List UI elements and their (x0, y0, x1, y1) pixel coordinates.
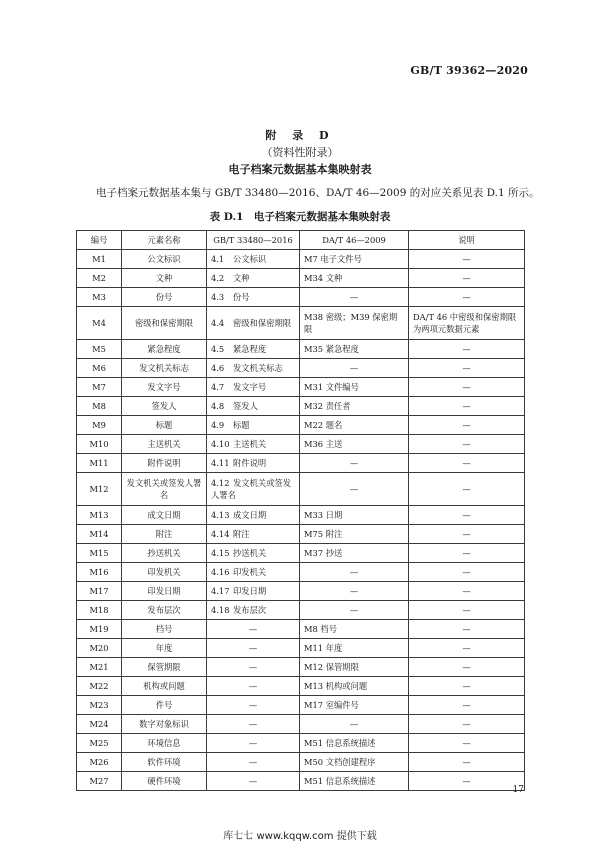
table-row (77, 250, 525, 269)
cell-da: M32 责任者 (300, 397, 409, 416)
header-name: 元素名称 (122, 231, 207, 250)
cell-da: — (300, 563, 409, 582)
gb-clause-title: 发文机关或签发人署名 (211, 478, 292, 500)
cell-da: M35 紧急程度 (300, 340, 409, 359)
gb-clause-title: 发文机关标志 (233, 363, 283, 373)
gb-clause-number: 4.6 (211, 363, 225, 373)
gb-clause-title: 抄送机关 (233, 548, 267, 558)
cell-da: M17 室编件号 (300, 696, 409, 715)
cell-code: M4 (77, 307, 122, 340)
cell-code: M13 (77, 506, 122, 525)
standard-number: GB/T 39362—2020 (410, 64, 528, 77)
cell-name: 签发人 (122, 397, 207, 416)
cell-code: M23 (77, 696, 122, 715)
gb-clause-number: 4.9 (211, 420, 225, 430)
gb-clause-title: 标题 (233, 420, 250, 430)
gb-clause-number: 4.18 (211, 605, 230, 615)
cell-gb (207, 416, 300, 435)
cell-name: 数字对象标识 (122, 715, 207, 734)
cell-code: M14 (77, 525, 122, 544)
cell-note: — (409, 506, 525, 525)
cell-gb: — (207, 620, 300, 639)
cell-code: M12 (77, 473, 122, 506)
cell-code: M1 (77, 250, 122, 269)
cell-code: M19 (77, 620, 122, 639)
cell-gb: — (207, 772, 300, 791)
gb-clause-title: 印发机关 (233, 567, 267, 577)
cell-code: M5 (77, 340, 122, 359)
table-header-row (77, 231, 525, 250)
cell-da: M7 电子文件号 (300, 250, 409, 269)
appendix-label: 附 录 D (265, 129, 335, 142)
gb-clause-number: 4.3 (211, 292, 225, 302)
cell-gb (207, 544, 300, 563)
cell-name: 保管期限 (122, 658, 207, 677)
gb-clause-title: 密级和保密期限 (233, 318, 292, 328)
gb-clause-number: 4.10 (211, 439, 230, 449)
cell-note: — (409, 269, 525, 288)
cell-code: M8 (77, 397, 122, 416)
cell-code: M27 (77, 772, 122, 791)
cell-name: 环境信息 (122, 734, 207, 753)
cell-name: 密级和保密期限 (122, 307, 207, 340)
cell-name: 公文标识 (122, 250, 207, 269)
cell-name: 附件说明 (122, 454, 207, 473)
cell-note: DA/T 46 中密级和保密期限为两项元数据元素 (409, 307, 525, 340)
cell-note: — (409, 378, 525, 397)
table-row (77, 506, 525, 525)
cell-code: M2 (77, 269, 122, 288)
gb-clause-title: 主送机关 (233, 439, 267, 449)
cell-code: M3 (77, 288, 122, 307)
cell-name: 印发机关 (122, 563, 207, 582)
appendix-title: 电子档案元数据基本集映射表 (228, 163, 372, 176)
table-row (77, 677, 525, 696)
gb-clause-number: 4.8 (211, 401, 225, 411)
table-row (77, 359, 525, 378)
cell-gb: — (207, 658, 300, 677)
cell-da: M37 抄送 (300, 544, 409, 563)
table-row (77, 582, 525, 601)
gb-clause-title: 成文日期 (233, 510, 267, 520)
cell-code: M26 (77, 753, 122, 772)
cell-gb (207, 378, 300, 397)
cell-name: 成文日期 (122, 506, 207, 525)
intro-paragraph: 电子档案元数据基本集与 GB/T 33480—2016、DA/T 46—2009 的对应关系见表 D.1 所示。 (96, 187, 540, 199)
cell-code: M15 (77, 544, 122, 563)
cell-da: M36 主送 (300, 435, 409, 454)
cell-note: — (409, 696, 525, 715)
cell-da: M51 信息系统描述 (300, 772, 409, 791)
cell-code: M6 (77, 359, 122, 378)
footer-watermark: 库七七 www.kqqw.com 提供下载 (223, 831, 377, 842)
gb-clause-number: 4.13 (211, 510, 230, 520)
table-row (77, 658, 525, 677)
header-code: 编号 (77, 231, 122, 250)
table-row (77, 435, 525, 454)
cell-code: M20 (77, 639, 122, 658)
table-row (77, 525, 525, 544)
cell-gb (207, 435, 300, 454)
cell-name: 档号 (122, 620, 207, 639)
cell-name: 发文字号 (122, 378, 207, 397)
cell-code: M24 (77, 715, 122, 734)
cell-da: — (300, 473, 409, 506)
table-caption: 表 D.1 电子档案元数据基本集映射表 (209, 211, 391, 223)
table-row (77, 734, 525, 753)
gb-clause-title: 发布层次 (233, 605, 267, 615)
cell-gb (207, 454, 300, 473)
cell-name: 抄送机关 (122, 544, 207, 563)
cell-name: 发文机关或签发人署名 (122, 473, 207, 506)
cell-gb: — (207, 715, 300, 734)
gb-clause-number: 4.4 (211, 318, 225, 328)
cell-gb (207, 506, 300, 525)
gb-clause-number: 4.16 (211, 567, 230, 577)
cell-gb (207, 288, 300, 307)
cell-name: 发文机关标志 (122, 359, 207, 378)
cell-note: — (409, 677, 525, 696)
cell-gb (207, 582, 300, 601)
table-row (77, 563, 525, 582)
table-row (77, 753, 525, 772)
table-row (77, 601, 525, 620)
cell-note: — (409, 563, 525, 582)
cell-name: 年度 (122, 639, 207, 658)
cell-note: — (409, 416, 525, 435)
cell-gb (207, 601, 300, 620)
gb-clause-title: 附件说明 (233, 458, 267, 468)
cell-da: M13 机构或问题 (300, 677, 409, 696)
gb-clause-title: 附注 (233, 529, 250, 539)
page-number: 17 (512, 785, 524, 795)
cell-note: — (409, 359, 525, 378)
cell-gb: — (207, 639, 300, 658)
cell-note: — (409, 582, 525, 601)
gb-clause-number: 4.14 (211, 529, 230, 539)
cell-name: 主送机关 (122, 435, 207, 454)
cell-da: M11 年度 (300, 639, 409, 658)
cell-da: M12 保管期限 (300, 658, 409, 677)
gb-clause-number: 4.17 (211, 586, 230, 596)
cell-gb: — (207, 753, 300, 772)
table-body (77, 250, 525, 791)
cell-gb (207, 397, 300, 416)
cell-da: — (300, 715, 409, 734)
table-row (77, 378, 525, 397)
cell-gb: — (207, 734, 300, 753)
cell-name: 印发日期 (122, 582, 207, 601)
cell-da: — (300, 454, 409, 473)
cell-note: — (409, 772, 525, 791)
cell-gb: — (207, 696, 300, 715)
cell-code: M21 (77, 658, 122, 677)
table-row (77, 696, 525, 715)
gb-clause-number: 4.7 (211, 382, 225, 392)
table-row (77, 307, 525, 340)
cell-note: — (409, 639, 525, 658)
gb-clause-number: 4.12 (211, 478, 230, 488)
cell-name: 份号 (122, 288, 207, 307)
gb-clause-title: 签发人 (233, 401, 258, 411)
cell-name: 软件环境 (122, 753, 207, 772)
cell-code: M9 (77, 416, 122, 435)
cell-code: M7 (77, 378, 122, 397)
cell-note: — (409, 544, 525, 563)
cell-da: M50 文档创建程序 (300, 753, 409, 772)
table-row (77, 620, 525, 639)
cell-da: M8 档号 (300, 620, 409, 639)
cell-note: — (409, 250, 525, 269)
table-row (77, 639, 525, 658)
cell-note: — (409, 734, 525, 753)
cell-note: — (409, 454, 525, 473)
gb-clause-number: 4.15 (211, 548, 230, 558)
cell-code: M17 (77, 582, 122, 601)
header-da: DA/T 46—2009 (300, 231, 409, 250)
cell-da: M34 文种 (300, 269, 409, 288)
cell-code: M22 (77, 677, 122, 696)
cell-da: — (300, 288, 409, 307)
cell-name: 标题 (122, 416, 207, 435)
cell-code: M11 (77, 454, 122, 473)
gb-clause-title: 发文字号 (233, 382, 267, 392)
cell-note: — (409, 620, 525, 639)
cell-note: — (409, 525, 525, 544)
appendix-kind: （资料性附录） (261, 146, 339, 159)
cell-note: — (409, 753, 525, 772)
mapping-table (76, 230, 525, 791)
cell-da: M38 密级；M39 保密期限 (300, 307, 409, 340)
cell-name: 发布层次 (122, 601, 207, 620)
table-row (77, 715, 525, 734)
cell-gb (207, 359, 300, 378)
cell-name: 紧急程度 (122, 340, 207, 359)
cell-gb: — (207, 677, 300, 696)
cell-note: — (409, 715, 525, 734)
gb-clause-title: 份号 (233, 292, 250, 302)
gb-clause-number: 4.11 (211, 458, 230, 468)
cell-code: M10 (77, 435, 122, 454)
cell-name: 机构或问题 (122, 677, 207, 696)
cell-code: M16 (77, 563, 122, 582)
cell-note: — (409, 473, 525, 506)
cell-code: M25 (77, 734, 122, 753)
gb-clause-number: 4.1 (211, 254, 225, 264)
cell-name: 附注 (122, 525, 207, 544)
gb-clause-title: 公文标识 (233, 254, 267, 264)
table-row (77, 416, 525, 435)
table-row (77, 288, 525, 307)
cell-note: — (409, 340, 525, 359)
cell-note: — (409, 658, 525, 677)
cell-gb (207, 269, 300, 288)
table-row (77, 544, 525, 563)
table-row (77, 772, 525, 791)
table-row (77, 454, 525, 473)
cell-gb (207, 250, 300, 269)
cell-note: — (409, 601, 525, 620)
cell-da: M31 文件编号 (300, 378, 409, 397)
cell-da: M51 信息系统描述 (300, 734, 409, 753)
cell-gb (207, 473, 300, 506)
table-row (77, 340, 525, 359)
cell-gb (207, 563, 300, 582)
cell-note: — (409, 435, 525, 454)
cell-note: — (409, 288, 525, 307)
cell-da: — (300, 601, 409, 620)
header-gb: GB/T 33480—2016 (207, 231, 300, 250)
gb-clause-title: 印发日期 (233, 586, 267, 596)
gb-clause-title: 紧急程度 (233, 344, 267, 354)
cell-da: — (300, 582, 409, 601)
cell-gb (207, 307, 300, 340)
cell-name: 硬件环境 (122, 772, 207, 791)
gb-clause-number: 4.5 (211, 344, 225, 354)
cell-gb (207, 525, 300, 544)
cell-name: 文种 (122, 269, 207, 288)
table-row (77, 473, 525, 506)
cell-da: M22 题名 (300, 416, 409, 435)
table-row (77, 397, 525, 416)
cell-code: M18 (77, 601, 122, 620)
cell-da: M75 附注 (300, 525, 409, 544)
cell-da: M33 日期 (300, 506, 409, 525)
table-row (77, 269, 525, 288)
cell-gb (207, 340, 300, 359)
gb-clause-number: 4.2 (211, 273, 225, 283)
header-note: 说明 (409, 231, 525, 250)
cell-name: 件号 (122, 696, 207, 715)
gb-clause-title: 文种 (233, 273, 250, 283)
cell-da: — (300, 359, 409, 378)
cell-note: — (409, 397, 525, 416)
